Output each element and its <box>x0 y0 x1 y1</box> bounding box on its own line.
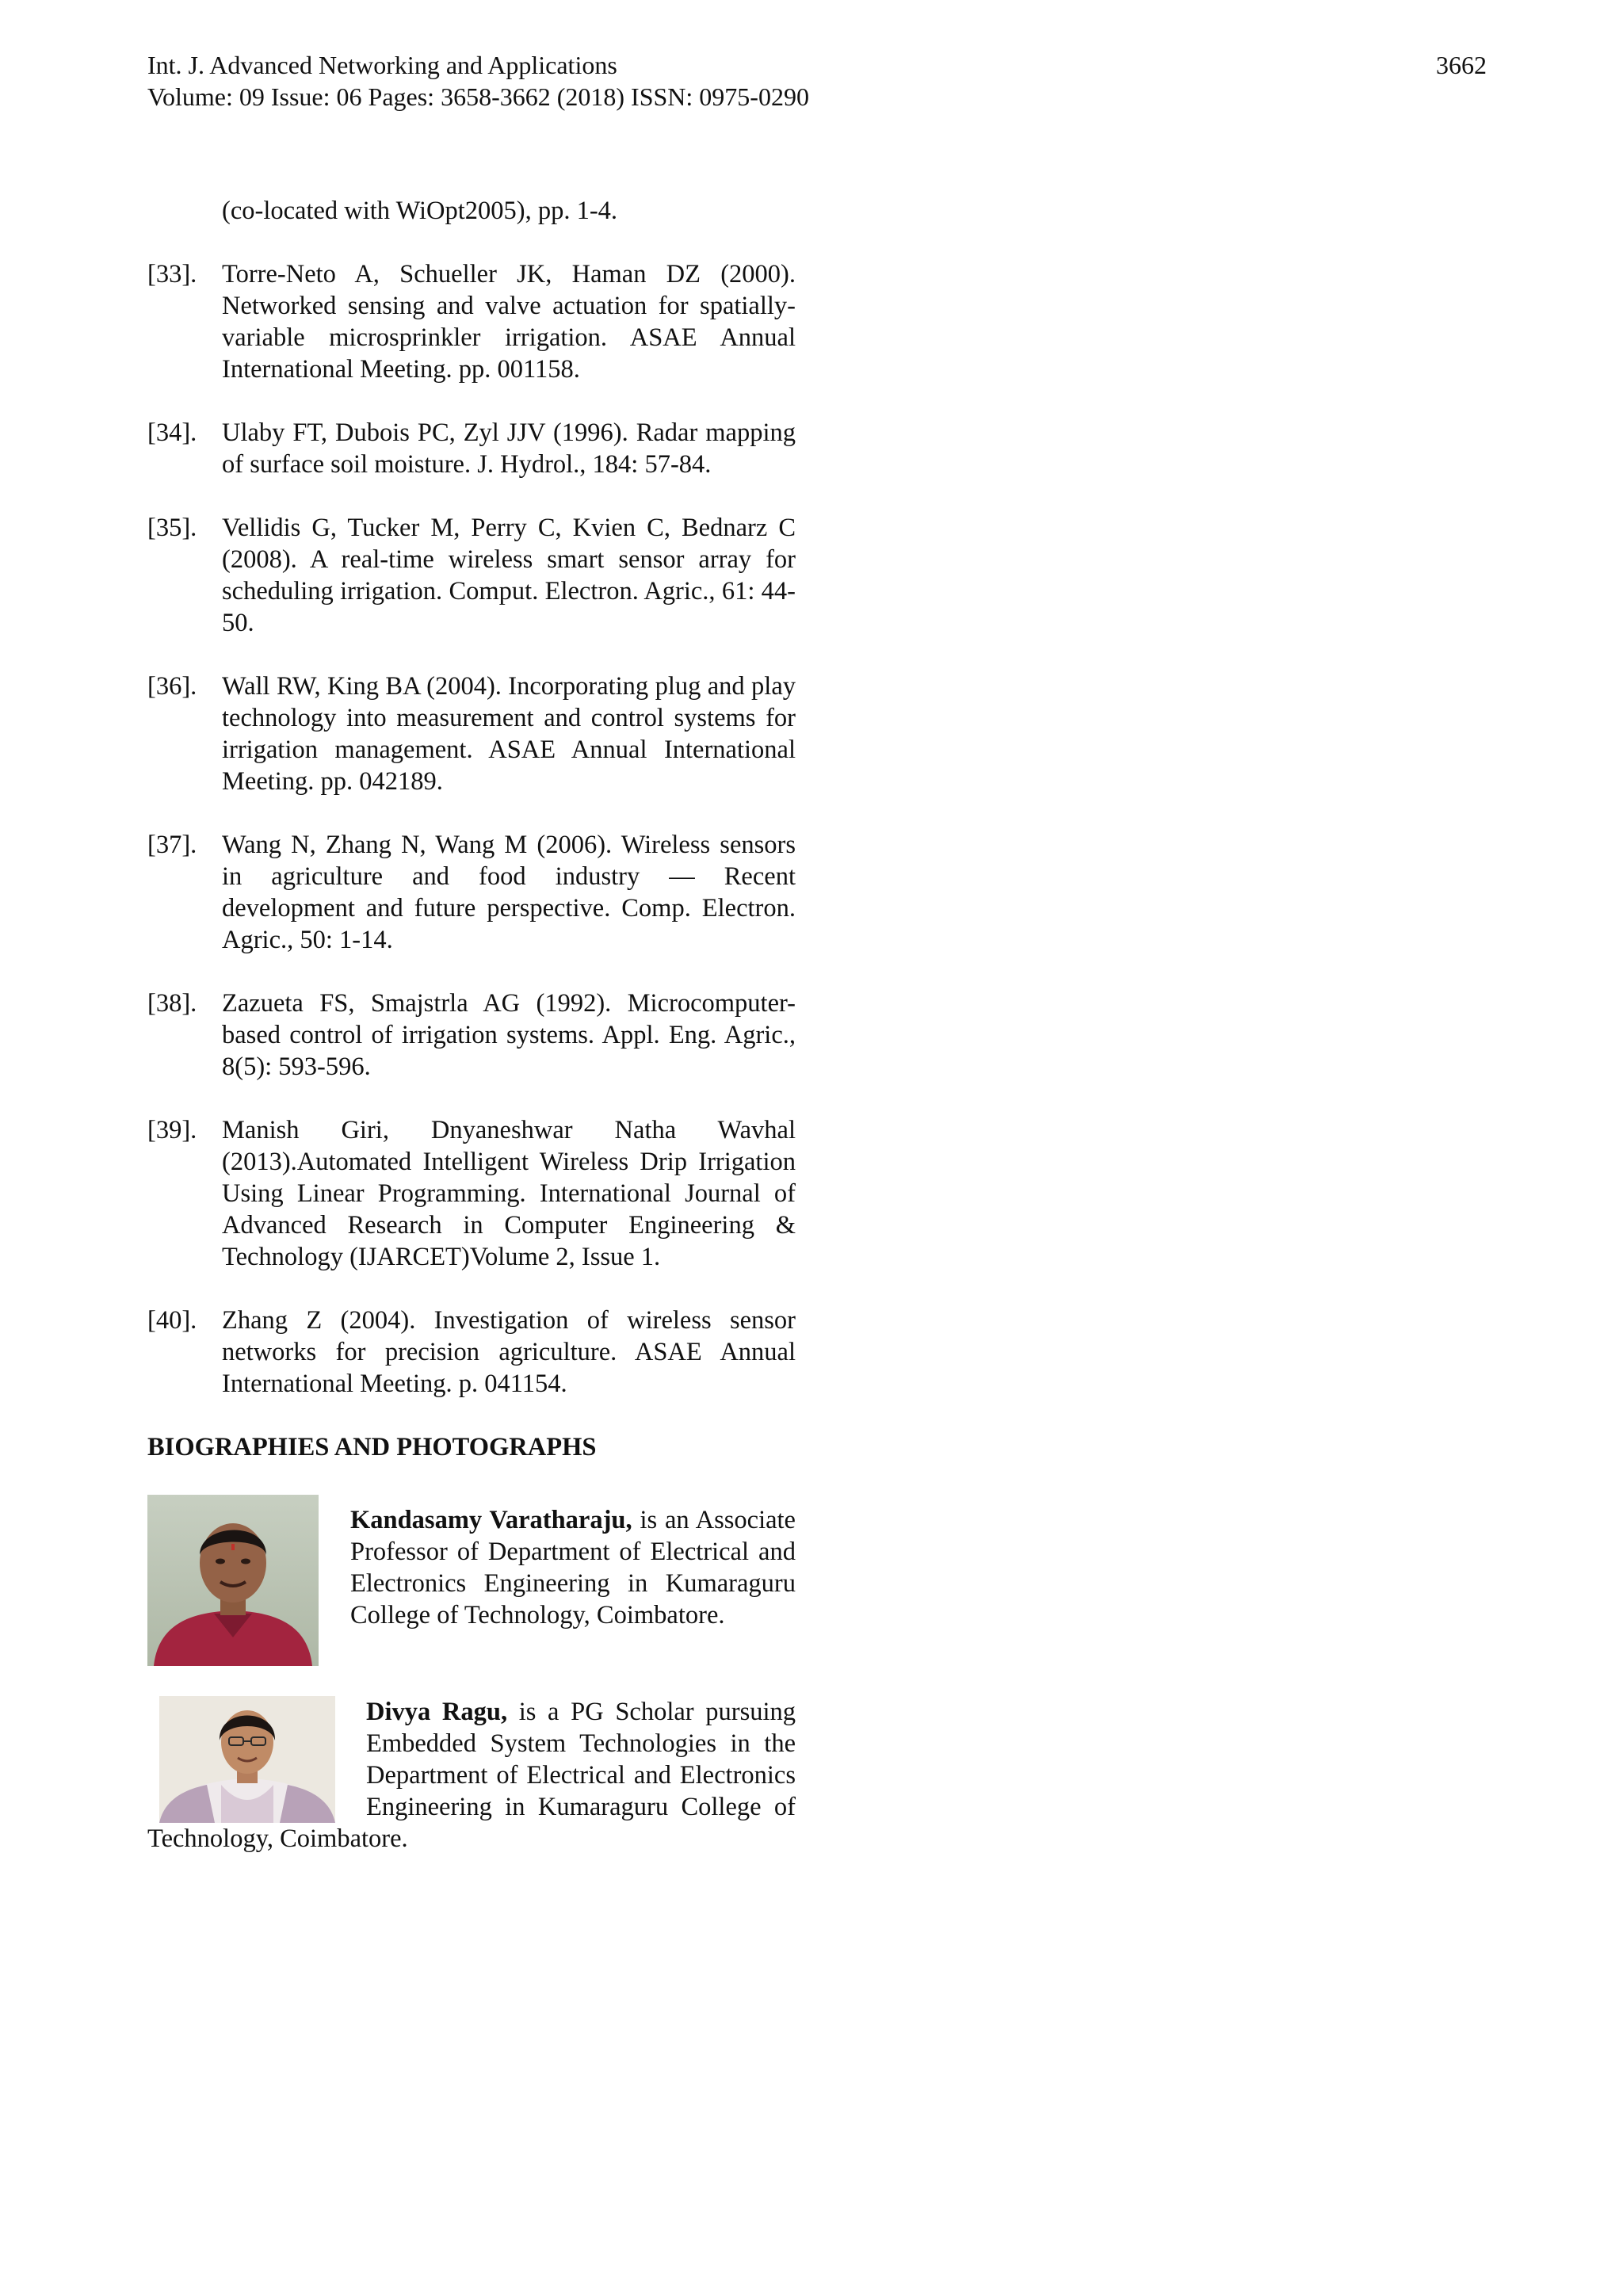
reference-text: Wang N, Zhang N, Wang M (2006). Wireless sensors in agriculture and food industry — Recent development and future perspective. Comp. Electron. Agric., 50: 1-14. <box>222 831 796 954</box>
reference-text: Vellidis G, Tucker M, Perry C, Kvien C, Bednarz C (2008). A real-time wireless smart sensor array for scheduling irrigation. Comput. Electron. Agric., 61: 44-50. <box>222 514 796 637</box>
author-photo <box>147 1495 319 1666</box>
reference-item <box>147 258 796 385</box>
author-photo <box>159 1696 335 1823</box>
reference-number: [39]. <box>147 1116 197 1144</box>
reference-text: Ulaby FT, Dubois PC, Zyl JJV (1996). Radar mapping of surface soil moisture. J. Hydrol., 184: 57-84. <box>222 418 796 479</box>
reference-text: Manish Giri, Dnyaneshwar Natha Wavhal (2013).Automated Intelligent Wireless Drip Irrigation Using Linear Programming. International Journal of Advanced Research in Computer Engineering & Technology (IJARCET)Volume 2, Issue 1. <box>222 1116 796 1271</box>
reference-number: [33]. <box>147 260 197 288</box>
author-description: is an Associate Professor of Department of Electrical and Electronics Engineering in Kumaraguru College of Technology, Coimbatore. <box>350 1506 796 1629</box>
biography-entry <box>147 1495 796 1666</box>
reference-text: Zhang Z (2004). Investigation of wireless sensor networks for precision agriculture. ASAE Annual International Meeting. p. 041154. <box>222 1306 796 1398</box>
reference-number: [36]. <box>147 672 197 701</box>
reference-item <box>147 829 796 956</box>
reference-number: [38]. <box>147 989 197 1018</box>
reference-item <box>147 670 796 797</box>
reference-number: [37]. <box>147 831 197 859</box>
reference-number: [35]. <box>147 514 197 542</box>
volume-info: Volume: 09 Issue: 06 Pages: 3658-3662 (2018) ISSN: 0975-0290 <box>147 82 809 111</box>
reference-item <box>147 1305 796 1400</box>
biography-entry <box>147 1696 796 1855</box>
author-photo-image <box>159 1696 335 1823</box>
section-heading: BIOGRAPHIES AND PHOTOGRAPHS <box>147 1433 597 1461</box>
reference-number: [34]. <box>147 418 197 447</box>
left-column <box>147 195 796 1855</box>
reference-continuation: (co-located with WiOpt2005), pp. 1-4. <box>222 197 618 225</box>
reference-item <box>147 512 796 639</box>
journal-title: Int. J. Advanced Networking and Applications <box>147 51 617 79</box>
reference-number: [40]. <box>147 1306 197 1335</box>
reference-item <box>147 417 796 480</box>
page-number: 3662 <box>1436 51 1487 79</box>
reference-text: Wall RW, King BA (2004). Incorporating plug and play technology into measurement and control systems for irrigation management. ASAE Annual International Meeting. pp. 042189. <box>222 672 796 796</box>
author-name: Kandasamy Varatharaju, <box>350 1506 632 1534</box>
reference-item <box>147 988 796 1083</box>
reference-text: Torre-Neto A, Schueller JK, Haman DZ (2000). Networked sensing and valve actuation for spatially-variable microsprinkler irrigation. ASAE Annual International Meeting. pp. 001158. <box>222 260 796 384</box>
author-name: Divya Ragu, <box>366 1698 508 1726</box>
author-photo-image <box>147 1495 319 1666</box>
page-header <box>147 49 1487 113</box>
reference-text: Zazueta FS, Smajstrla AG (1992). Microcomputer-based control of irrigation systems. Appl. Eng. Agric., 8(5): 593-596. <box>222 989 796 1081</box>
author-description: is a PG Scholar pursuing Embedded System Technologies in the Department of Electrical and Electronics Engineering in Kumaraguru College of Technology, Coimbatore. <box>147 1698 796 1853</box>
reference-item <box>147 1114 796 1273</box>
